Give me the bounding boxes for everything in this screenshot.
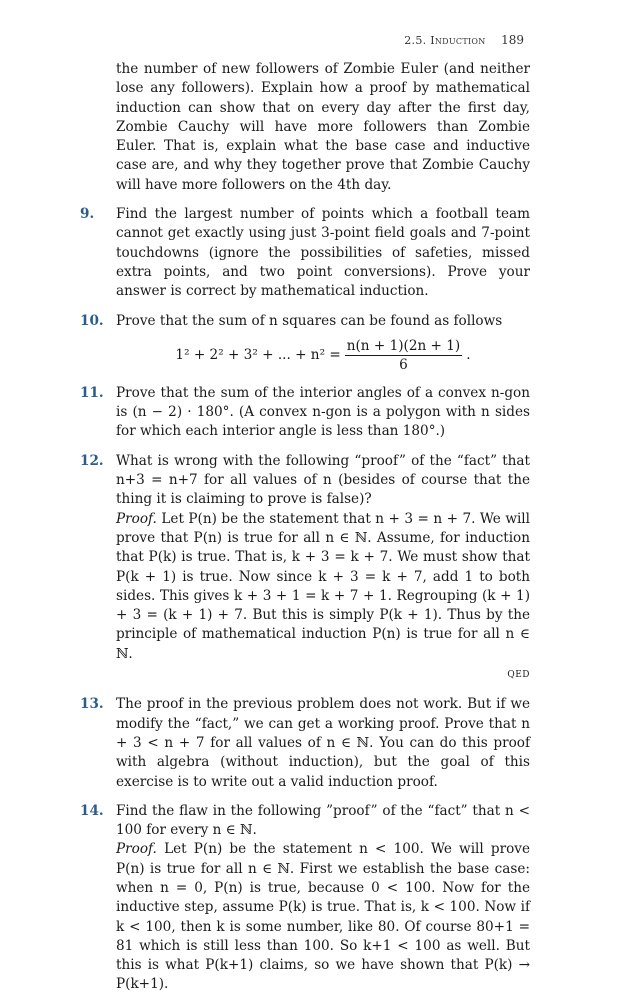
qed-mark: QED bbox=[507, 670, 530, 681]
formula-denominator: 6 bbox=[399, 356, 408, 373]
problem-10 bbox=[80, 312, 530, 374]
problem-text: What is wrong with the following “proof” of the “fact” that n+3 = n+7 for all values of n (besides of course that the thing it is claiming to prove is false)? bbox=[116, 452, 530, 508]
problem-9 bbox=[80, 205, 530, 301]
problem-number: 10. bbox=[80, 312, 104, 329]
proof-label: Proof. bbox=[116, 841, 157, 858]
formula-end: . bbox=[466, 346, 471, 363]
problem-number: 9. bbox=[80, 206, 95, 223]
running-head bbox=[380, 33, 524, 47]
page-number: 189 bbox=[501, 33, 524, 47]
section-title: 2.5. Induction bbox=[404, 34, 486, 47]
problem-number: 11. bbox=[80, 384, 104, 401]
problem-number: 13. bbox=[80, 696, 104, 713]
problem-14 bbox=[80, 802, 530, 995]
problem-text: Find the flaw in the following ”proof” of the “fact” that n < 100 for every n ∈ ℕ. bbox=[116, 802, 530, 839]
intro-paragraph: the number of new followers of Zombie Euler (and neither lose any followers). Explain how a proof by mathematical induction can show that on every day after the first day, Zombie Cauchy will have more followers than Zombie Euler. That is, explain what the base case and inductive case are, and why they together prove that Zombie Cauchy will have more followers on the 4th day. bbox=[116, 61, 530, 193]
formula-numerator: n(n + 1)(2n + 1) bbox=[346, 337, 461, 354]
proof-text: Let P(n) be the statement n < 100. We will prove P(n) is true for all n ∈ ℕ. First we establish the base case: when n = 0, P(n) is true, because 0 < 100. Now for the inductive step, assume P(k) is true. That is, k < 100. Now if k < 100, then k is some number, like 80. Of course 80+1 = 81 which is still less than 100. So k+1 < 100 as well. But this is what P(k+1) claims, so we have shown that P(k) → P(k+1). bbox=[116, 841, 531, 993]
problem-text: Prove that the sum of the interior angles of a convex n-gon is (n − 2) · 180°. (A convex n-gon is a polygon with n sides for which each interior angle is less than 180°.) bbox=[116, 384, 530, 440]
formula-left: 1² + 2² + 3² + ... + n² = bbox=[175, 346, 341, 363]
problem-12 bbox=[80, 452, 530, 686]
problem-11 bbox=[80, 384, 530, 442]
problem-number: 12. bbox=[80, 452, 104, 469]
problem-text: Find the largest number of points which a football team cannot get exactly using just 3-point field goals and 7-point touchdowns (ignore the possibilities of safeties, missed extra points, and two point conversions). Prove your answer is correct by mathematical induction. bbox=[116, 206, 530, 300]
problem-number: 14. bbox=[80, 802, 104, 819]
formula-fraction bbox=[345, 337, 463, 374]
problem-13 bbox=[80, 695, 530, 791]
sum-of-squares-formula bbox=[116, 337, 530, 374]
proof-paragraph bbox=[116, 840, 530, 994]
main-content bbox=[80, 60, 530, 1005]
proof-text: Let P(n) be the statement that n + 3 = n + 7. We will prove that P(n) is true for all n ∈ ℕ. Assume, for induction that P(k) is true. That is, k + 3 = k + 7. We must show that P(k + 1) is true. Now since k + 3 = k + 7, add 1 to both sides. This gives k + 3 + 1 = k + 7 + 1. Regrouping (k + 1) + 3 = (k + 1) + 7. But this is simply P(k + 1). Thus by the principle of mathematical induction P(n) is true for all n ∈ ℕ. bbox=[116, 510, 530, 662]
problem-text: The proof in the previous problem does not work. But if we modify the “fact,” we can get a working proof. Prove that n + 3 < n + 7 for all values of n ∈ ℕ. You can do this proof with algebra (without induction), but the goal of this exercise is to write out a valid induction proof. bbox=[116, 696, 530, 790]
proof-label: Proof. bbox=[116, 510, 157, 527]
proof-paragraph bbox=[116, 510, 530, 664]
problem-text: Prove that the sum of n squares can be found as follows bbox=[116, 312, 503, 329]
